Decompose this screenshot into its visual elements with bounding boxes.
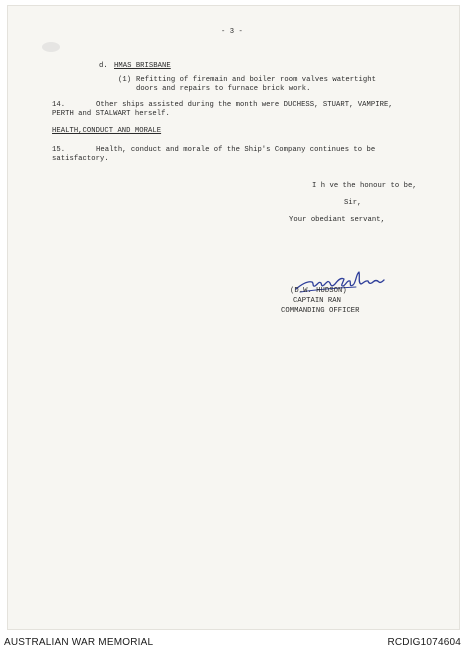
document-page — [8, 6, 459, 629]
para-14-line-2: PERTH and STALWART herself. — [52, 110, 170, 118]
closing-line-2: Sir, — [344, 199, 362, 207]
para-15-number: 15. — [52, 146, 66, 154]
item-d-label: d. — [99, 62, 108, 70]
page-number: - 3 - — [221, 28, 243, 36]
item-d-heading: HMAS BRISBANE — [114, 62, 171, 70]
ink-smudge — [42, 42, 60, 52]
para-15-line-1: Health, conduct and morale of the Ship's Company continues to be — [96, 146, 376, 154]
signatory-title: COMMANDING OFFICER — [281, 307, 360, 315]
item-d-sub-number: (1) — [118, 76, 132, 84]
para-14-number: 14. — [52, 101, 66, 109]
para-15-line-2: satisfactory. — [52, 155, 109, 163]
signatory-rank: CAPTAIN RAN — [293, 297, 341, 305]
closing-line-3: Your obediant servant, — [289, 216, 385, 224]
section-heading-health: HEALTH,CONDUCT AND MORALE — [52, 127, 162, 135]
signatory-name: (D.W. HUDSON) — [290, 287, 347, 295]
item-d-sub-line-2: doors and repairs to furnace brick work. — [136, 85, 311, 93]
item-d-sub-line-1: Refitting of firemain and boiler room valves watertight — [136, 76, 376, 84]
closing-line-1: I h ve the honour to be, — [312, 182, 417, 190]
footer-record-id: RCDIG1074604 — [387, 637, 461, 648]
para-14-line-1: Other ships assisted during the month were DUCHESS, STUART, VAMPIRE, — [96, 101, 393, 109]
footer-institution: AUSTRALIAN WAR MEMORIAL — [4, 637, 154, 648]
